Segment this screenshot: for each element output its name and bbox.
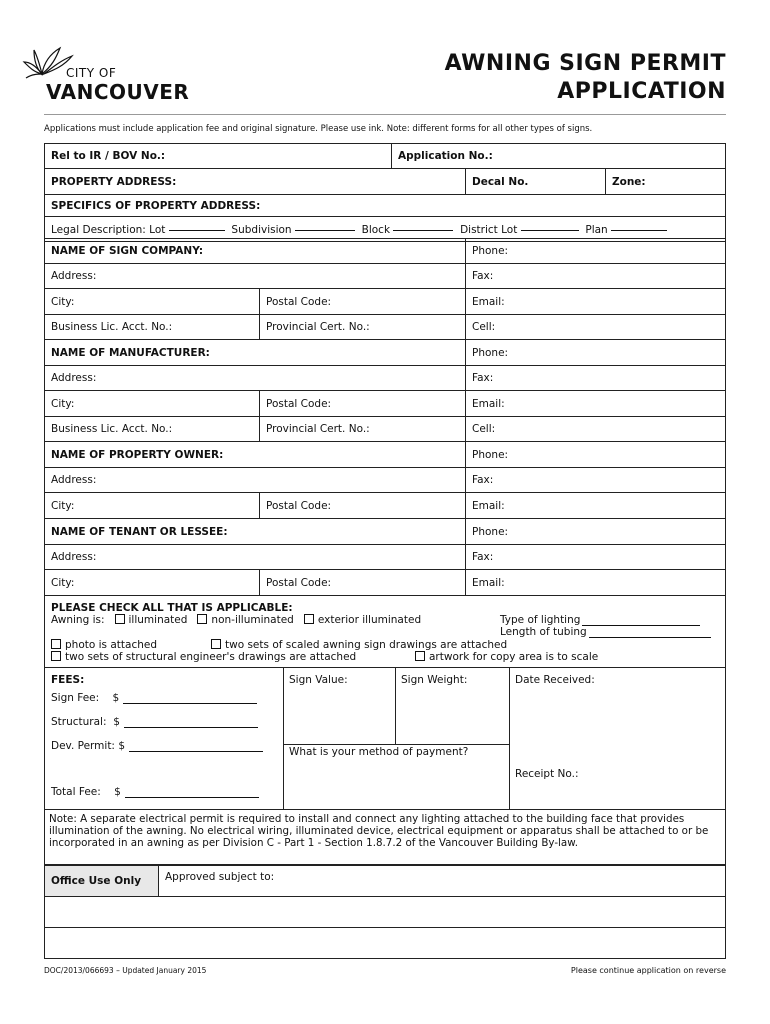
non-illuminated-checkbox[interactable] — [197, 614, 207, 624]
subdivision-label: Subdivision — [231, 224, 292, 236]
tenant-city-field[interactable]: City: — [51, 576, 75, 589]
length-of-tubing-row — [500, 626, 711, 638]
office-use-row-1 — [45, 866, 725, 897]
owner-postal-field[interactable]: Postal Code: — [259, 493, 465, 518]
row-tenant-city — [45, 570, 725, 596]
title-line-2: APPLICATION — [557, 79, 726, 104]
drawings-label: two sets of scaled awning sign drawings are attached — [225, 639, 508, 651]
tenant-phone-field[interactable]: Phone: — [465, 519, 727, 544]
tenant-email-field[interactable]: Email: — [465, 570, 727, 595]
block-input[interactable] — [393, 230, 453, 231]
lot-label: Lot — [149, 224, 166, 236]
photo-checkbox[interactable] — [51, 639, 61, 649]
manufacturer-cell-field[interactable]: Cell: — [465, 417, 727, 441]
checklist-block — [44, 596, 726, 668]
instructions-text: Applications must include application fee and original signature. Please use ink. Note: different forms for all other types of signs. — [44, 124, 593, 134]
total-fee-input[interactable] — [125, 797, 259, 798]
engineer-checkbox[interactable] — [51, 651, 61, 661]
owner-email-field[interactable]: Email: — [465, 493, 727, 518]
structural-label: Structural: — [51, 716, 107, 728]
total-fee-dollar: $ — [114, 786, 121, 798]
sign-company-name-field[interactable]: NAME OF SIGN COMPANY: — [51, 245, 204, 257]
row-specifics — [45, 195, 725, 217]
subdivision-input[interactable] — [295, 230, 355, 231]
plan-input[interactable] — [611, 230, 667, 231]
fees-divider-3 — [509, 668, 510, 810]
office-use-row-3[interactable] — [45, 928, 725, 958]
manufacturer-business-lic-field[interactable]: Business Lic. Acct. No.: — [51, 423, 173, 435]
payment-method-field[interactable]: What is your method of payment? — [289, 746, 469, 758]
row-tenant — [45, 519, 725, 545]
exterior-illuminated-checkbox[interactable] — [304, 614, 314, 624]
office-use-row-2[interactable] — [45, 897, 725, 928]
district-lot-label: District Lot — [460, 224, 518, 236]
logo-city-of: CITY OF — [66, 66, 117, 80]
sign-fee-input[interactable] — [123, 703, 257, 704]
header-divider — [44, 114, 726, 115]
total-fee-row — [51, 786, 259, 798]
illuminated-label: illuminated — [128, 614, 188, 626]
structural-row — [51, 716, 258, 728]
row-mf-address — [45, 366, 725, 391]
plan-label: Plan — [585, 224, 608, 236]
exterior-illuminated-label: exterior illuminated — [317, 614, 422, 626]
specifics-heading: SPECIFICS OF PROPERTY ADDRESS: — [51, 199, 261, 212]
logo-vancouver: VANCOUVER — [46, 80, 190, 104]
sign-company-provincial-cert-field[interactable]: Provincial Cert. No.: — [259, 315, 465, 339]
sign-fee-row — [51, 692, 257, 704]
drawings-checkbox[interactable] — [211, 639, 221, 649]
row-sc-business — [45, 315, 725, 340]
title-line-1: AWNING SIGN PERMIT — [444, 51, 726, 76]
sign-fee-dollar: $ — [112, 692, 120, 704]
artwork-row — [415, 651, 598, 663]
dev-permit-row — [51, 740, 263, 752]
continue-note: Please continue application on reverse — [570, 966, 726, 975]
sign-value-field[interactable]: Sign Value: — [289, 674, 348, 686]
office-use-label: Office Use Only — [45, 866, 159, 896]
tenant-block — [44, 519, 726, 596]
row-sign-company — [45, 238, 725, 264]
engineer-row — [51, 651, 356, 663]
manufacturer-block — [44, 340, 726, 442]
total-fee-label: Total Fee: — [51, 786, 101, 798]
fees-divider-4 — [283, 744, 509, 745]
dev-permit-input[interactable] — [129, 751, 263, 752]
district-lot-input[interactable] — [521, 230, 579, 231]
row-sc-address — [45, 264, 725, 289]
sign-weight-field[interactable]: Sign Weight: — [401, 674, 468, 686]
tenant-address-field[interactable]: Address: — [51, 551, 97, 563]
sign-fee-label: Sign Fee: — [51, 692, 100, 704]
receipt-no-field[interactable]: Receipt No.: — [515, 768, 579, 780]
non-illuminated-label: non-illuminated — [211, 614, 294, 626]
row-mf-business — [45, 417, 725, 442]
doc-id: DOC/2013/066693 – Updated January 2015 — [44, 966, 207, 975]
length-of-tubing-input[interactable] — [589, 637, 711, 638]
sign-company-fax-field[interactable]: Fax: — [465, 264, 727, 288]
row-owner-city — [45, 493, 725, 519]
page-title — [445, 50, 726, 106]
owner-city-field[interactable]: City: — [51, 499, 75, 512]
city-logo — [22, 44, 222, 108]
row-owner — [45, 442, 725, 468]
manufacturer-provincial-cert-field[interactable]: Provincial Cert. No.: — [259, 417, 465, 441]
awning-is-label: Awning is: — [51, 614, 105, 626]
sign-company-cell-field[interactable]: Cell: — [465, 315, 727, 339]
checklist-heading: PLEASE CHECK ALL THAT IS APPLICABLE: — [51, 602, 293, 614]
row-owner-address — [45, 468, 725, 493]
manufacturer-phone-field[interactable]: Phone: — [465, 340, 727, 365]
owner-address-field[interactable]: Address: — [51, 474, 97, 486]
date-received-field[interactable]: Date Received: — [515, 674, 595, 686]
row-mf-city — [45, 391, 725, 417]
sign-company-email-field[interactable]: Email: — [465, 289, 727, 314]
drawings-row — [211, 639, 507, 651]
sign-company-postal-field[interactable]: Postal Code: — [259, 289, 465, 314]
tenant-postal-field[interactable]: Postal Code: — [259, 570, 465, 595]
structural-dollar: $ — [113, 716, 120, 728]
structural-input[interactable] — [124, 727, 258, 728]
fees-divider-1 — [283, 668, 284, 810]
legal-label: Legal Description: — [51, 224, 146, 236]
fees-divider-2 — [395, 668, 396, 744]
sign-company-business-lic-field[interactable]: Business Lic. Acct. No.: — [51, 321, 173, 333]
fees-heading: FEES: — [51, 674, 85, 686]
type-of-lighting-label: Type of lighting — [500, 614, 581, 626]
manufacturer-postal-field[interactable]: Postal Code: — [259, 391, 465, 416]
artwork-checkbox[interactable] — [415, 651, 425, 661]
row-sc-city — [45, 289, 725, 315]
application-no-field[interactable]: Application No.: — [391, 144, 727, 168]
fees-block — [44, 668, 726, 810]
dev-permit-label: Dev. Permit: — [51, 740, 115, 752]
awning-is-row — [51, 614, 421, 626]
decal-no-field[interactable]: Decal No. — [465, 169, 605, 194]
tenant-name-field[interactable]: NAME OF TENANT OR LESSEE: — [51, 525, 228, 538]
row-property-address — [45, 169, 725, 195]
row-rel-to — [45, 144, 725, 169]
property-address-field[interactable]: PROPERTY ADDRESS: — [51, 175, 177, 188]
owner-block — [44, 442, 726, 519]
sign-company-phone-field[interactable]: Phone: — [465, 239, 727, 263]
manufacturer-address-field[interactable]: Address: — [51, 372, 97, 384]
sign-company-city-field[interactable]: City: — [51, 295, 75, 308]
lot-input[interactable] — [169, 230, 225, 231]
manufacturer-email-field[interactable]: Email: — [465, 391, 727, 416]
owner-fax-field[interactable]: Fax: — [465, 468, 727, 492]
office-use-block — [44, 865, 726, 959]
rel-to-field[interactable]: Rel to IR / BOV No.: — [51, 150, 166, 162]
tenant-fax-field[interactable]: Fax: — [465, 545, 727, 569]
dev-permit-dollar: $ — [118, 740, 126, 752]
artwork-label: artwork for copy area is to scale — [429, 651, 599, 663]
photo-row — [51, 639, 157, 651]
manufacturer-city-field[interactable]: City: — [51, 397, 75, 410]
electrical-note-block — [44, 810, 726, 865]
illuminated-checkbox[interactable] — [115, 614, 125, 624]
engineer-label: two sets of structural engineer's drawings are attached — [65, 651, 357, 663]
row-tenant-address — [45, 545, 725, 570]
length-of-tubing-label: Length of tubing — [500, 626, 587, 638]
block-label: Block — [361, 224, 391, 236]
property-block — [44, 143, 726, 242]
approved-subject-field[interactable]: Approved subject to: — [165, 871, 275, 883]
electrical-note-text: Note: A separate electrical permit is required to install and connect any lighting attached to the building face that provides illumination of the awning. No electrical wiring, illuminated device, electrical equipment or apparatus shall be attached to or be incorporated in an awning as per Division C - Part 1 - Section 1.8.7.2 of the Vancouver Building By-law. — [49, 813, 709, 849]
row-manufacturer — [45, 340, 725, 366]
manufacturer-name-field[interactable]: NAME OF MANUFACTURER: — [51, 346, 210, 359]
owner-name-field[interactable]: NAME OF PROPERTY OWNER: — [51, 448, 224, 461]
owner-phone-field[interactable]: Phone: — [465, 442, 727, 467]
sign-company-address-field[interactable]: Address: — [51, 270, 97, 282]
sign-company-block — [44, 238, 726, 340]
photo-label: photo is attached — [65, 639, 158, 651]
type-of-lighting-row — [500, 614, 700, 626]
zone-field[interactable]: Zone: — [605, 169, 727, 194]
manufacturer-fax-field[interactable]: Fax: — [465, 366, 727, 390]
